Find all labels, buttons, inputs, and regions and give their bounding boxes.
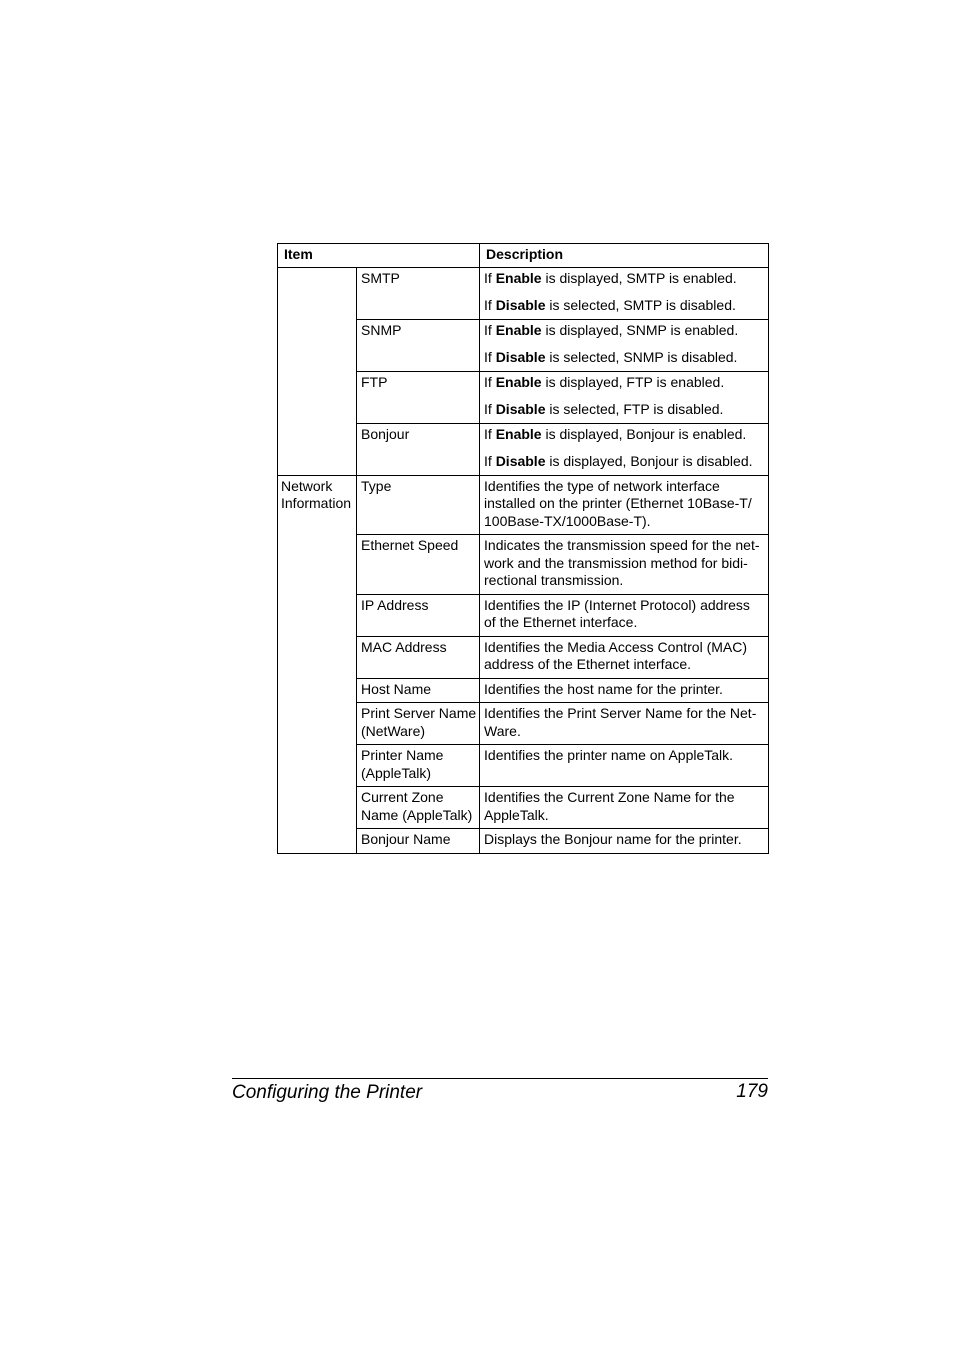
description-paragraph: If Disable is selected, SMTP is disabled. xyxy=(484,297,736,313)
description-cell xyxy=(480,319,769,371)
description-cell: Identifies the host name for the printer. xyxy=(480,678,769,703)
footer-chapter-title: Configuring the Printer xyxy=(232,1082,423,1103)
sub-item: MAC Address xyxy=(357,636,480,678)
sub-item: Bonjour Name xyxy=(357,829,480,854)
sub-item: Current Zone Name (AppleTalk) xyxy=(357,787,480,829)
table-row xyxy=(278,267,769,319)
description-cell: Indicates the transmission speed for the net- work and the transmission method for bidi- rectional transmission. xyxy=(480,535,769,595)
category-network-information: Network Information xyxy=(278,475,357,853)
description-cell xyxy=(480,371,769,423)
sub-item: Host Name xyxy=(357,678,480,703)
table-row xyxy=(278,475,769,535)
description-cell: Displays the Bonjour name for the printer. xyxy=(480,829,769,854)
header-item: Item xyxy=(278,244,480,268)
description-cell xyxy=(480,267,769,319)
description-cell: Identifies the type of network interface installed on the printer (Ethernet 10Base-T/ 100Base-TX/1000Base-T). xyxy=(480,475,769,535)
sub-item: Type xyxy=(357,475,480,535)
description-paragraph: If Disable is displayed, Bonjour is disabled. xyxy=(484,453,753,469)
header-description: Description xyxy=(480,244,769,268)
description-paragraph: If Enable is displayed, Bonjour is enabled. xyxy=(484,425,747,442)
description-paragraph: If Disable is selected, FTP is disabled. xyxy=(484,401,724,417)
sub-item: Bonjour xyxy=(357,423,480,475)
description-paragraph: If Enable is displayed, FTP is enabled. xyxy=(484,373,725,390)
table-header-row xyxy=(278,244,769,268)
settings-table xyxy=(277,243,769,854)
sub-item: SMTP xyxy=(357,267,480,319)
description-paragraph: If Enable is displayed, SMTP is enabled. xyxy=(484,269,737,286)
description-cell: Identifies the printer name on AppleTalk. xyxy=(480,745,769,787)
sub-item: FTP xyxy=(357,371,480,423)
sub-item: Printer Name (AppleTalk) xyxy=(357,745,480,787)
footer-divider xyxy=(232,1078,768,1079)
description-cell: Identifies the Media Access Control (MAC) address of the Ethernet interface. xyxy=(480,636,769,678)
description-paragraph: If Enable is displayed, SNMP is enabled. xyxy=(484,321,739,338)
category-cell-empty xyxy=(278,267,357,475)
description-paragraph: If Disable is selected, SNMP is disabled. xyxy=(484,349,738,365)
description-cell: Identifies the Print Server Name for the Net- Ware. xyxy=(480,703,769,745)
description-cell: Identifies the IP (Internet Protocol) address of the Ethernet interface. xyxy=(480,594,769,636)
sub-item: SNMP xyxy=(357,319,480,371)
sub-item: IP Address xyxy=(357,594,480,636)
sub-item: Ethernet Speed xyxy=(357,535,480,595)
footer-page-number: 179 xyxy=(736,1081,768,1102)
sub-item: Print Server Name (NetWare) xyxy=(357,703,480,745)
description-cell xyxy=(480,423,769,475)
description-cell: Identifies the Current Zone Name for the AppleTalk. xyxy=(480,787,769,829)
